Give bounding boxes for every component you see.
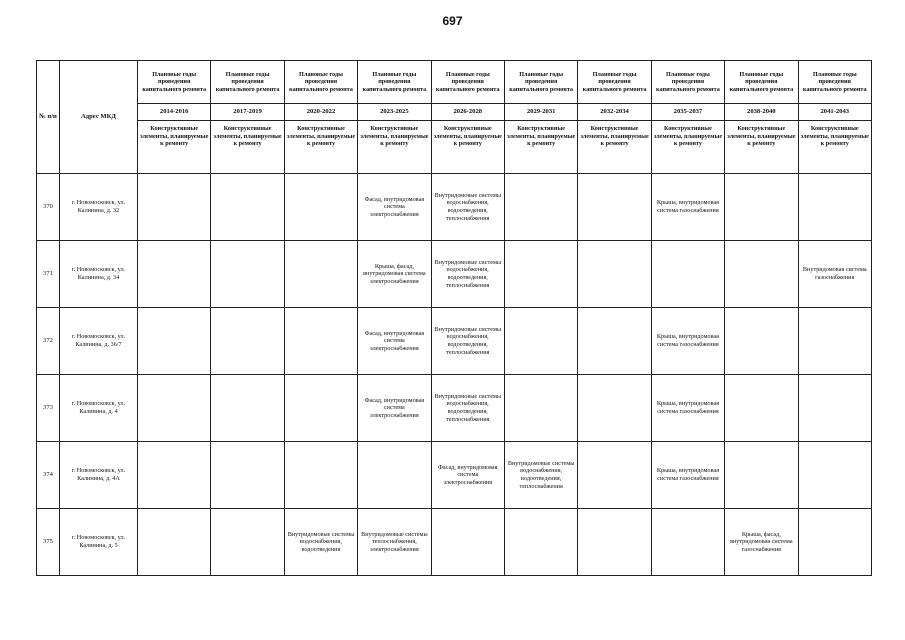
period-header: 2029-2031 bbox=[504, 104, 577, 121]
repair-cell bbox=[798, 442, 871, 509]
repair-cell bbox=[138, 442, 211, 509]
period-header: 2026-2028 bbox=[431, 104, 504, 121]
period-header: 2035-2037 bbox=[651, 104, 724, 121]
repair-cell bbox=[578, 308, 651, 375]
repair-cell bbox=[138, 308, 211, 375]
repair-cell: Фасад, внутридомовая система электроснабжения bbox=[431, 442, 504, 509]
header-row-titles bbox=[37, 61, 872, 104]
header-row-periods bbox=[37, 104, 872, 121]
repair-cell bbox=[725, 375, 798, 442]
repair-cell: Внутридомовые системы водоснабжения, водоотведения, теплоснабжения bbox=[431, 241, 504, 308]
repair-cell bbox=[284, 308, 357, 375]
table-row bbox=[37, 241, 872, 308]
repair-cell: Внутридомовые системы водоснабжения, водоотведения, теплоснабжения bbox=[431, 174, 504, 241]
elements-header: Конструктивные элементы, планируемые к ремонту bbox=[651, 121, 724, 174]
row-number: 370 bbox=[37, 174, 60, 241]
row-number: 374 bbox=[37, 442, 60, 509]
period-header: 2014-2016 bbox=[138, 104, 211, 121]
repair-cell bbox=[725, 308, 798, 375]
period-header: 2020-2022 bbox=[284, 104, 357, 121]
plan-years-header: Плановые годы проведения капитального ремонта bbox=[798, 61, 871, 104]
repair-cell bbox=[211, 241, 284, 308]
repair-cell bbox=[284, 174, 357, 241]
repair-cell bbox=[138, 509, 211, 576]
row-number: 373 bbox=[37, 375, 60, 442]
row-address: г. Новомосковск, ул. Калинина, д. 36/7 bbox=[60, 308, 138, 375]
repair-cell bbox=[138, 174, 211, 241]
repair-cell: Внутридомовые системы водоснабжения, водоотведения, теплоснабжения bbox=[504, 442, 577, 509]
repair-cell: Крыша, фасад, внутридомовая система электроснабжения bbox=[358, 241, 431, 308]
repair-cell bbox=[798, 509, 871, 576]
row-number: 375 bbox=[37, 509, 60, 576]
elements-header: Конструктивные элементы, планируемые к ремонту bbox=[725, 121, 798, 174]
plan-years-header: Плановые годы проведения капитального ремонта bbox=[284, 61, 357, 104]
table-row bbox=[37, 308, 872, 375]
repair-cell: Внутридомовые системы водоснабжения, водоотведения, теплоснабжения bbox=[431, 375, 504, 442]
repair-cell: Крыша, внутридомовая система газоснабжения bbox=[651, 308, 724, 375]
page-number: 697 bbox=[442, 14, 463, 28]
repair-cell bbox=[284, 375, 357, 442]
repair-cell bbox=[138, 375, 211, 442]
repair-cell bbox=[211, 174, 284, 241]
repair-cell bbox=[798, 375, 871, 442]
period-header: 2017-2019 bbox=[211, 104, 284, 121]
repair-cell: Крыша, внутридомовая система газоснабжения bbox=[651, 174, 724, 241]
repair-cell bbox=[725, 241, 798, 308]
repair-cell bbox=[504, 174, 577, 241]
plan-years-header: Плановые годы проведения капитального ремонта bbox=[725, 61, 798, 104]
row-address: г. Новомосковск, ул. Калинина, д. 34 bbox=[60, 241, 138, 308]
repair-plan-table bbox=[36, 60, 872, 576]
repair-cell bbox=[578, 241, 651, 308]
repair-cell bbox=[578, 442, 651, 509]
repair-cell bbox=[284, 241, 357, 308]
row-address: г. Новомосковск, ул. Калинина, д. 4 bbox=[60, 375, 138, 442]
repair-cell: Внутридомовая система газоснабжения bbox=[798, 241, 871, 308]
table-row bbox=[37, 509, 872, 576]
row-number: 372 bbox=[37, 308, 60, 375]
repair-cell: Внутридомовые системы водоснабжения, водоотведения bbox=[284, 509, 357, 576]
elements-header: Конструктивные элементы, планируемые к ремонту bbox=[138, 121, 211, 174]
repair-cell bbox=[725, 174, 798, 241]
table-row bbox=[37, 375, 872, 442]
elements-header: Конструктивные элементы, планируемые к ремонту bbox=[358, 121, 431, 174]
elements-header: Конструктивные элементы, планируемые к ремонту bbox=[578, 121, 651, 174]
elements-header: Конструктивные элементы, планируемые к ремонту bbox=[284, 121, 357, 174]
elements-header: Конструктивные элементы, планируемые к ремонту bbox=[798, 121, 871, 174]
repair-cell bbox=[578, 375, 651, 442]
period-header: 2038-2040 bbox=[725, 104, 798, 121]
repair-cell bbox=[211, 375, 284, 442]
repair-cell bbox=[138, 241, 211, 308]
repair-cell bbox=[431, 509, 504, 576]
repair-cell bbox=[504, 308, 577, 375]
row-address: г. Новомосковск, ул. Калинина, д. 4А bbox=[60, 442, 138, 509]
column-header-address: Адрес МКД bbox=[60, 61, 138, 174]
repair-cell: Крыша, внутридомовая система газоснабжения bbox=[651, 375, 724, 442]
repair-cell bbox=[358, 442, 431, 509]
repair-cell: Крыша, фасад, внутридомовая система газоснабжения bbox=[725, 509, 798, 576]
repair-cell bbox=[578, 509, 651, 576]
repair-cell: Внутридомовые системы водоснабжения, водоотведения, теплоснабжения bbox=[431, 308, 504, 375]
repair-cell: Крыша, внутридомовая система газоснабжения bbox=[651, 442, 724, 509]
elements-header: Конструктивные элементы, планируемые к ремонту bbox=[211, 121, 284, 174]
elements-header: Конструктивные элементы, планируемые к ремонту bbox=[504, 121, 577, 174]
row-address: г. Новомосковск, ул. Калинина, д. 32 bbox=[60, 174, 138, 241]
header-row-elements bbox=[37, 121, 872, 174]
period-header: 2041-2043 bbox=[798, 104, 871, 121]
elements-header: Конструктивные элементы, планируемые к ремонту bbox=[431, 121, 504, 174]
repair-cell bbox=[504, 241, 577, 308]
period-header: 2023-2025 bbox=[358, 104, 431, 121]
repair-cell bbox=[725, 442, 798, 509]
plan-years-header: Плановые годы проведения капитального ремонта bbox=[211, 61, 284, 104]
table-row bbox=[37, 442, 872, 509]
repair-cell bbox=[651, 509, 724, 576]
plan-years-header: Плановые годы проведения капитального ремонта bbox=[138, 61, 211, 104]
repair-cell: Фасад, внутридомовая система электроснабжения bbox=[358, 375, 431, 442]
row-number: 371 bbox=[37, 241, 60, 308]
period-header: 2032-2034 bbox=[578, 104, 651, 121]
repair-cell bbox=[211, 442, 284, 509]
column-header-number: № п/п bbox=[37, 61, 60, 174]
plan-years-header: Плановые годы проведения капитального ремонта bbox=[431, 61, 504, 104]
repair-cell: Внутридомовые системы теплоснабжения, электроснабжения bbox=[358, 509, 431, 576]
row-address: г. Новомосковск, ул. Калинина, д. 5 bbox=[60, 509, 138, 576]
repair-cell bbox=[798, 174, 871, 241]
repair-cell bbox=[504, 375, 577, 442]
plan-years-header: Плановые годы проведения капитального ремонта bbox=[358, 61, 431, 104]
plan-years-header: Плановые годы проведения капитального ремонта bbox=[504, 61, 577, 104]
plan-years-header: Плановые годы проведения капитального ремонта bbox=[651, 61, 724, 104]
table-row bbox=[37, 174, 872, 241]
repair-cell bbox=[504, 509, 577, 576]
repair-cell: Фасад, внутридомовая система электроснабжения bbox=[358, 174, 431, 241]
repair-cell bbox=[284, 442, 357, 509]
repair-cell: Фасад, внутридомовая система электроснабжения bbox=[358, 308, 431, 375]
repair-cell bbox=[211, 308, 284, 375]
repair-cell bbox=[211, 509, 284, 576]
plan-years-header: Плановые годы проведения капитального ремонта bbox=[578, 61, 651, 104]
repair-cell bbox=[578, 174, 651, 241]
repair-cell bbox=[798, 308, 871, 375]
repair-cell bbox=[651, 241, 724, 308]
